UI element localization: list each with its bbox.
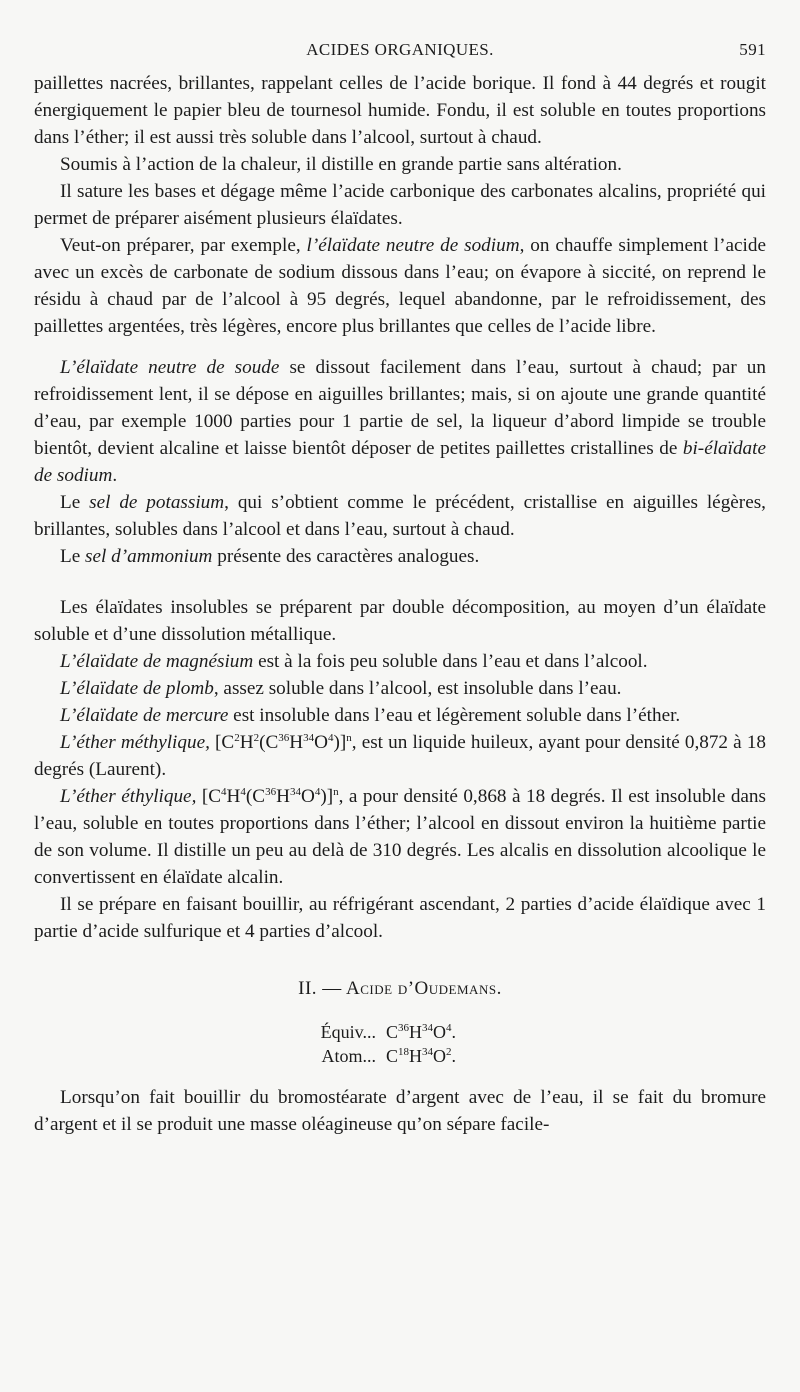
text-run: Le — [60, 546, 86, 567]
paragraph-mercure — [34, 702, 766, 729]
section-title-initial: A — [346, 978, 361, 999]
formula-superscript: 2 — [446, 1046, 452, 1058]
formula-superscript: 18 — [398, 1046, 410, 1058]
italic-term: sel d’ammonium — [85, 546, 213, 567]
italic-term: l’élaïdate neutre de sodium — [306, 235, 520, 256]
formula-superscript: 4 — [446, 1022, 452, 1034]
formula-part: (C — [245, 786, 266, 807]
formula-superscript: 34 — [303, 732, 315, 744]
paragraph-continuation: paillettes nacrées, brillantes, rappelant celles de l’acide borique. Il fond à 44 degrés et rougit énergiquement le papier bleu de tournesol humide. Fondu, il est soluble en toutes proportions dans l’éther; il est aussi très soluble dans l’alcool, surtout à chaud. — [34, 73, 766, 148]
formula-superscript: 36 — [398, 1022, 410, 1034]
running-title: ACIDES ORGANIQUES. — [306, 40, 494, 59]
formula-part: O — [300, 786, 315, 807]
italic-term: L’élaïdate de plomb — [60, 678, 214, 699]
formula-row-atom — [280, 1044, 520, 1068]
italic-term: L’élaïdate de mercure — [60, 705, 229, 726]
section-heading — [34, 975, 766, 1002]
paragraph-gap — [34, 570, 766, 594]
paragraph-preparation: Il se prépare en faisant bouillir, au réfrigérant ascendant, 2 parties d’acide élaïdique avec 1 partie d’acide sulfurique et 4 parties d’alcool. — [34, 894, 766, 942]
text-run: , assez soluble dans l’alcool, est insoluble dans l’eau. — [213, 678, 622, 699]
section-number: II. — — [298, 978, 347, 999]
formula-part: C — [386, 1046, 399, 1066]
paragraph-sodium-preparation — [34, 232, 766, 340]
text-run: , qui s’obtient comme le précédent, cristallise en aiguilles légères, brillantes, solubles dans l’alcool et dans l’eau, surtout à chaud. — [34, 492, 766, 540]
paragraph-oudemans: Lorsqu’on fait bouillir du bromostéarate d’argent avec de l’eau, il se fait du bromure d’argent et il se produit une masse oléagineuse qu’on sépare facile- — [34, 1087, 766, 1135]
formula-superscript: 36 — [265, 786, 277, 798]
section-title-initial: O — [414, 978, 429, 999]
paragraph-potassium — [34, 489, 766, 543]
paragraph-gap — [34, 340, 766, 354]
formula-label: Équiv... — [320, 1022, 376, 1042]
text-run: est insoluble dans l’eau et légèrement soluble dans l’éther. — [228, 705, 681, 726]
italic-term: L’éther éthylique, — [60, 786, 197, 807]
text-run: Veut-on préparer, par exemple, — [60, 235, 307, 256]
formula-superscript: 4 — [314, 786, 321, 798]
italic-term: bi-élaïdate de sodium — [34, 438, 766, 486]
paragraph-soude — [34, 354, 766, 489]
formula-part: [C — [196, 786, 222, 807]
text-run: , on chauffe simplement l’acide avec un excès de carbonate de sodium dissous dans l’eau; on évapore à siccité, on reprend le résidu à chaud par de l’alcool à 95 degrés, lequel abandonne, par le refroidissement, des paillettes argentées, très légères, encore plus brillantes que celles de l’acide libre. — [34, 235, 766, 337]
page-number: 591 — [739, 40, 766, 59]
text-run: présente des caractères analogues. — [212, 546, 480, 567]
formula-part: C — [386, 1022, 399, 1042]
formula-part: O — [433, 1022, 447, 1042]
paragraph-bases: Il sature les bases et dégage même l’acide carbonique des carbonates alcalins, propriété qui permet de préparer aisément plusieurs élaïdates. — [34, 181, 766, 229]
text-run: . — [112, 465, 118, 486]
italic-term: L’élaïdate de magnésium — [60, 651, 254, 672]
formula-superscript: 34 — [422, 1046, 434, 1058]
section-title-rest: cide d’ — [360, 978, 415, 999]
formula-superscript: n — [333, 786, 339, 798]
paragraph-insoluble-elaidates: Les élaïdates insolubles se préparent par double décomposition, au moyen d’un élaïdate soluble et d’une dissolution métallique. — [34, 597, 766, 645]
text-run: est à la fois peu soluble dans l’eau et dans l’alcool. — [253, 651, 648, 672]
formula-part: (C — [259, 732, 279, 753]
paragraph-ether-methylique — [34, 729, 766, 783]
formula-superscript: 2 — [253, 732, 260, 744]
formula-value — [386, 1044, 456, 1068]
formula-part: O — [433, 1046, 447, 1066]
formula-superscript: n — [346, 732, 352, 744]
section-title-rest: udemans. — [428, 978, 502, 999]
formula-part: H — [276, 786, 290, 807]
formula-part: H — [226, 786, 241, 807]
paragraph-magnesium — [34, 648, 766, 675]
text-run: , est un liquide huileux, ayant pour densité 0,872 à 18 degrés (Laurent). — [34, 732, 767, 780]
formula-part: H — [409, 1022, 423, 1042]
formula-part: )] — [320, 786, 334, 807]
text-run: Le — [60, 492, 90, 513]
formula-superscript: 34 — [289, 786, 301, 798]
italic-term: L’élaïdate neutre de soude — [60, 357, 280, 378]
formula-label: Atom... — [321, 1046, 376, 1066]
paragraph-ether-ethylique — [34, 783, 766, 891]
text-run: se dissout facilement dans l’eau, surtout à chaud; par un refroidissement lent, il se dépose en aiguilles brillantes; mais, si on ajoute une grande quantité d’eau, par exemple 1000 parties pour 1 partie de sel, la liqueur d’abord limpide se trouble bientôt, devient alcaline et laisse bientôt déposer de petites paillettes cristallines de — [34, 357, 766, 459]
italic-term: L’éther méthylique, — [60, 732, 210, 753]
formula-superscript: 2 — [234, 732, 240, 744]
formula-part: H — [239, 732, 254, 753]
formula-part: H — [289, 732, 304, 753]
formula-part: O — [314, 732, 328, 753]
formula-superscript: 34 — [422, 1022, 434, 1034]
formula-part: . — [451, 1022, 457, 1042]
formula-superscript: 4 — [240, 786, 246, 798]
formula-superscript: 4 — [327, 732, 334, 744]
body-text — [34, 70, 766, 1138]
paragraph-plomb — [34, 675, 766, 702]
running-header — [34, 36, 766, 70]
formula-part: H — [409, 1046, 423, 1066]
formula-table — [280, 1020, 520, 1068]
paragraph-distillation: Soumis à l’action de la chaleur, il distille en grande partie sans altération. — [60, 154, 622, 175]
formula-row-equiv — [280, 1020, 520, 1044]
formula-part: )] — [333, 732, 347, 753]
text-run: , a pour densité 0,868 à 18 degrés. Il est insoluble dans l’eau, soluble en toutes proportions dans l’éther; l’alcool en dissout environ la huitième partie de son volume. Il distille un peu au delà de 310 degrés. Les alcalis en dissolution alcoolique le convertissent en élaïdate alcalin. — [34, 786, 766, 888]
paragraph-ammonium — [34, 543, 766, 570]
formula-part: [C — [209, 732, 235, 753]
formula-value — [386, 1020, 456, 1044]
italic-term: sel de potassium — [89, 492, 225, 513]
formula-superscript: 36 — [278, 732, 290, 744]
formula-part: . — [451, 1046, 457, 1066]
formula-superscript: 4 — [221, 786, 227, 798]
